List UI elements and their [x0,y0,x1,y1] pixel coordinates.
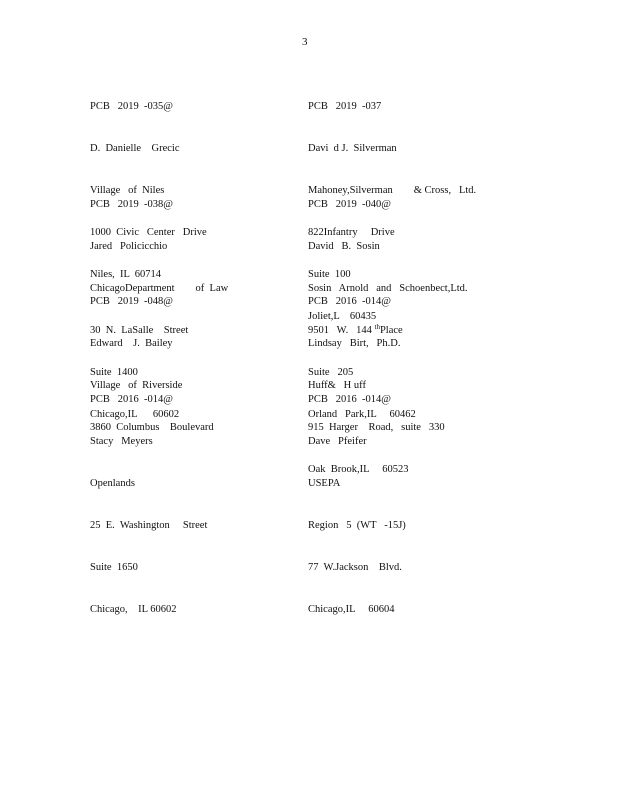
organization: Openlands [90,478,135,489]
suite: Suite 100 [308,269,351,280]
city-state-zip: Oak Brook,IL 60523 [308,464,409,475]
recipient-name: Dave Pfeifer [308,436,367,447]
street-address: 1000 Civic Center Drive [90,227,207,238]
street-address-main: 9501 W. 144 [308,325,375,336]
case-number: PCB 2019 -048@ [90,296,173,307]
page-number: 3 [302,36,308,48]
city-state-zip: Joliet,L 60435 [308,311,377,322]
recipient-name: Jared Policicchio [90,241,168,252]
street-address-tail: Place [379,325,403,336]
suite: Suite 1400 [90,367,138,378]
recipient-name: D. Danielle Grecic [90,143,180,154]
street-address: 3860 Columbus Boulevard [90,422,214,433]
suite: Suite 1650 [90,562,138,573]
service-entry-meyers [90,365,207,631]
recipient-name: Lindsay Birt, Ph.D. [308,338,401,349]
city-state-zip: Chicago,IL 60602 [90,409,180,420]
case-number: PCB 2019 -035@ [90,101,173,112]
recipient-name: Stacy Meyers [90,436,153,447]
service-entry-pfeifer [308,365,406,631]
street-address: 30 N. LaSalle Street [90,325,189,336]
organization: Village of Niles [90,185,165,196]
case-number: PCB 2016 -014@ [308,394,391,405]
case-number: PCB 2016 -014@ [90,394,173,405]
city-state-zip: Chicago, IL 60602 [90,604,177,615]
region: Region 5 (WT -15J) [308,520,406,531]
case-number: PCB 2016 -014@ [308,296,391,307]
recipient-name: David B. Sosin [308,241,380,252]
street-address: 25 E. Washington Street [90,520,208,531]
organization: Mahoney,Silverman & Cross, Ltd. [308,185,477,196]
city-state-zip: Orland Park,IL 60462 [308,409,416,420]
street-address: 77 W.Jackson Blvd. [308,562,402,573]
recipient-name: Davi d J. Silverman [308,143,397,154]
organization: ChicagoDepartment of Law [90,283,229,294]
organization: Sosin Arnold and Schoenbect,Ltd. [308,283,468,294]
city-state-zip: Niles, IL 60714 [90,269,162,280]
case-number: PCB 2019 -040@ [308,199,391,210]
recipient-name: Edward J. Bailey [90,338,173,349]
case-number: PCB 2019 -037 [308,101,382,112]
organization: USEPA [308,478,341,489]
city-state-zip: Chicago,IL 60604 [308,604,395,615]
suite: Suite 205 [308,367,354,378]
street-address: 915 Harger Road, suite 330 [308,422,445,433]
case-number: PCB 2019 -038@ [90,199,173,210]
street-address: 822Infantry Drive [308,227,395,238]
organization: Village of Riverside [90,380,183,391]
organization: Huff& H uff [308,380,366,391]
ordinal-suffix: th [374,323,380,331]
